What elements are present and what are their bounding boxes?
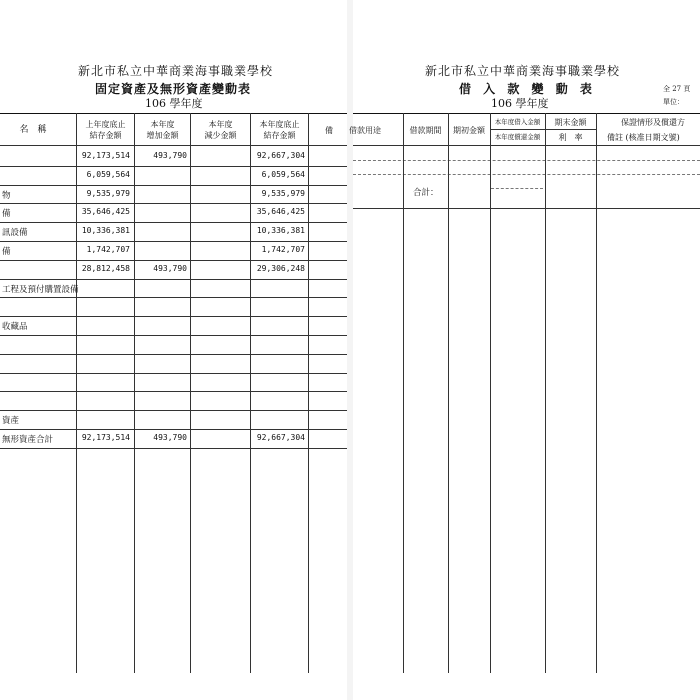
cell-name: 備 <box>2 209 11 220</box>
cell-prev: 6,059,564 <box>86 169 130 179</box>
row-border <box>0 260 347 261</box>
cell-name: 資產 <box>2 416 20 427</box>
column-divider <box>308 113 309 673</box>
row-border <box>0 373 347 374</box>
header-guarantee: 保證情形及償還方 <box>621 118 685 127</box>
header-split-line <box>490 129 545 130</box>
cell-inc: 493,790 <box>153 263 187 273</box>
dashed-rule <box>353 160 700 161</box>
column-divider <box>134 113 135 673</box>
row-border <box>0 203 347 204</box>
cell-name: 工程及預付購置設備 <box>2 284 79 295</box>
cell-name: 無形資產合計 <box>2 435 54 445</box>
dashed-rule <box>353 174 700 175</box>
academic-year: 106 學年度 <box>491 97 549 110</box>
row-border <box>0 410 347 411</box>
cell-prev: 28,812,458 <box>81 263 130 273</box>
header-name: 名 稱 <box>19 125 47 135</box>
header-curr-balance: 本年度底止 結存金額 <box>259 120 300 140</box>
row-border <box>0 222 347 223</box>
header-bottom-border <box>0 145 347 146</box>
row-border <box>0 166 347 167</box>
header-split-line <box>545 129 596 130</box>
cell-prev: 92,173,514 <box>81 433 130 442</box>
page-title: 固定資產及無形資產變動表 <box>95 82 252 96</box>
header-increase: 本年度 增加金額 <box>146 120 179 140</box>
header-rate: 利 率 <box>558 133 583 142</box>
header-decrease: 本年度 減少金額 <box>204 120 237 140</box>
row-border <box>0 448 347 449</box>
column-divider <box>190 113 191 673</box>
cell-inc: 493,790 <box>153 151 187 160</box>
row-border <box>0 241 347 242</box>
header-opening: 期初金額 <box>453 126 485 135</box>
row-border <box>0 391 347 392</box>
school-name: 新北市私立中華商業海事職業學校 <box>78 64 274 78</box>
column-divider <box>596 113 597 673</box>
cell-curr: 92,667,304 <box>256 151 305 160</box>
column-divider <box>545 113 546 673</box>
school-name: 新北市私立中華商業海事職業學校 <box>425 64 621 78</box>
total-label: 合計： <box>413 188 439 198</box>
unit-label: 單位： <box>663 98 684 106</box>
cell-name: 訊設備 <box>2 228 28 239</box>
header-prev-balance: 上年度底止 結存金額 <box>85 120 126 140</box>
cell-curr: 6,059,564 <box>261 169 305 179</box>
page-title: 借 入 款 變 動 表 <box>459 82 596 96</box>
table-top-border <box>353 113 700 114</box>
cell-curr: 35,646,425 <box>256 207 305 217</box>
cell-name: 備 <box>2 247 11 257</box>
row-border <box>0 279 347 280</box>
cell-name: 物 <box>2 190 11 201</box>
column-divider <box>490 113 491 673</box>
cell-prev: 1,742,707 <box>86 245 130 254</box>
cell-prev: 92,173,514 <box>81 151 130 160</box>
row-border <box>0 429 347 430</box>
cell-curr: 29,306,248 <box>256 263 305 273</box>
header-remark: 備 <box>325 126 333 135</box>
cell-curr: 10,336,381 <box>256 226 305 236</box>
borrowings-page <box>349 0 700 700</box>
cell-inc: 493,790 <box>153 433 187 442</box>
cell-curr: 1,742,707 <box>261 245 305 254</box>
row-border <box>0 354 347 355</box>
cell-prev: 10,336,381 <box>81 226 130 236</box>
header-borrow: 本年度借入金額 <box>494 118 541 126</box>
page-count: 全 27 頁 <box>663 85 691 93</box>
cell-prev: 9,535,979 <box>86 188 130 198</box>
row-border <box>0 185 347 186</box>
row-border <box>0 297 347 298</box>
header-bottom-border <box>353 145 700 146</box>
header-purpose: 借款用途 <box>349 126 381 135</box>
fixed-assets-page <box>0 0 347 700</box>
header-closing: 期末金額 <box>554 118 587 127</box>
cell-curr: 9,535,979 <box>261 188 305 198</box>
cell-prev: 35,646,425 <box>81 207 130 217</box>
column-divider <box>448 113 449 673</box>
header-repay: 本年度償還金額 <box>494 133 541 141</box>
column-divider <box>403 113 404 673</box>
header-period: 借款期間 <box>409 126 442 135</box>
cell-curr: 92,667,304 <box>256 433 305 442</box>
cell-name: 收藏品 <box>2 322 28 333</box>
header-note: 備註 (核准日期文號) <box>607 133 680 142</box>
dashed-rule <box>491 188 543 189</box>
total-row-border <box>353 208 700 209</box>
academic-year: 106 學年度 <box>145 97 203 110</box>
table-top-border <box>0 113 347 114</box>
row-border <box>0 316 347 317</box>
row-border <box>0 335 347 336</box>
